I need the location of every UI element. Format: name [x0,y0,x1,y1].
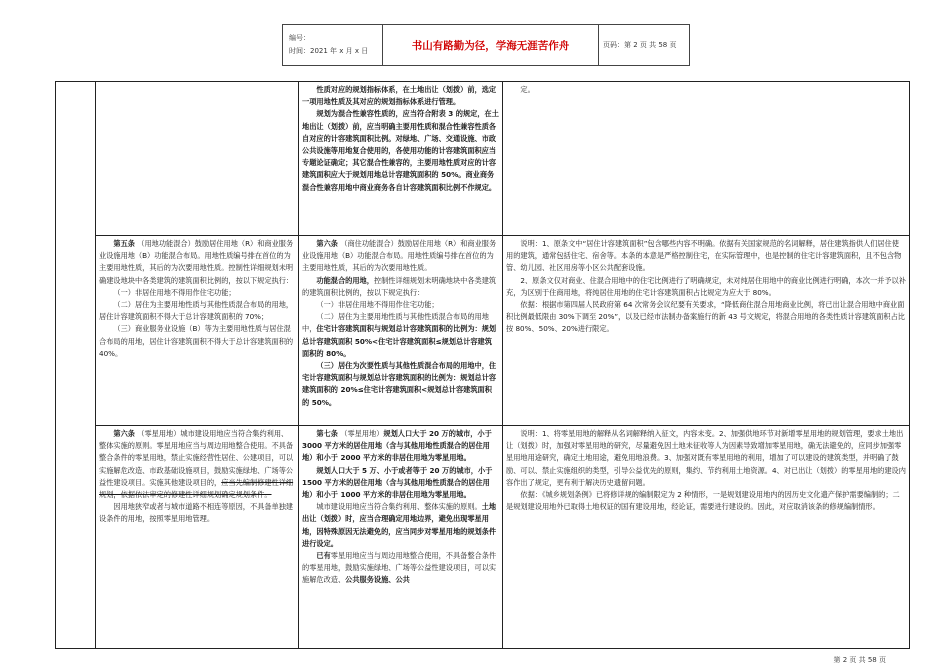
table-cell-middle [302,84,499,233]
cell-paragraph [506,238,906,275]
page-header [0,0,950,90]
article-number: 第五条 [113,239,135,248]
cell-text: （一）非居住用地不得用作住宅功能； [316,300,439,310]
cell-paragraph [302,84,499,108]
cell-text: 说明：1、将零星用地的解释从名词解释纳入征文，内容未变。2、加强供地环节对新增零星用地的规划管理，要求土地出让（划拨）时，加强对零星用地的研究，尽量避免因土地未征收等人为因素导致增加零星用地，确无法避免的，应同步加强零星用地用途研究，确定土地用途，避免用地浪费。3、加强对既有零星用地的利用，增加了可以建设的建筑类型，并明确了鼓励、可以、禁止实施组织的类型，引导公益优先的原则，集约、节约利用土地资源。4、对已出让（划拨）的零星用地的建设内容作出了规定，更有利于解决历史遗留问题。 [506,429,906,487]
cell-paragraph [506,84,906,96]
emphasis-text: 住宅计容建筑面积与规划总计容建筑面积的比例为：规划总计容建筑面积 50%<住宅计容建筑面积≤规划总计容建筑面积的 80%。 [302,324,497,358]
cell-paragraph [506,299,906,336]
cell-text: 依据：《城乡规划条例》已将修详规的编制限定为 2 种情形，一是规划建设用地内的因历史文化遗产保护需要编制的；二是规划建设用地外已取得土地权证的国有建设用地，经论证，需要进行建设的。因此，对应取消该条的修规编制情形。 [506,490,900,512]
cell-paragraph [506,428,906,489]
article-number: 第六条 [316,239,338,248]
emphasis-text: 公共服务设施、公共 [345,575,410,585]
cell-text: （二）居住为主要用地性质与其他性质混合布局的用地中， [302,312,489,334]
article-number: 第六条 [113,429,135,438]
date-label: 时间：2021 年 x 月 x 日 [289,47,369,55]
column-divider [502,82,503,648]
cell-text: （二）居住为主要用地性质与其他性质混合布局的用地，居住计容建筑面积不得大于总计容建筑面积的 70%； [99,300,294,322]
cell-text: 城市建设用地应当符合集约利用、整体实施的原则。 [316,502,482,512]
table-cell-middle [302,428,499,648]
cell-paragraph [506,275,906,299]
cell-paragraph [99,238,295,287]
cell-paragraph [302,238,499,275]
cell-text: 控制性详细规划未明确地块中各类建筑的建筑面积比例的，按以下规定执行： [302,275,497,297]
doc-number-label: 编号： [289,34,310,42]
cell-paragraph [506,489,906,513]
header-box [282,24,690,66]
cell-text: 规划人口大于 5 万、小于或者等于 20 万的城市，小于 1500 平方米的居住用地（含与其他用地性质混合的居住用地）和小于 1000 平方米的非居住用地为零星用地。 [302,465,493,500]
table-cell-left [99,238,295,423]
cell-text: 规划为混合性兼容性质的，应当符合附表 3 的规定，在土地出让（划拨）前，应当明确主要用性质和混合性兼容性质各自对应的计容建筑面积比例。对绿地、广场、交通设施、市政公共设施等用地复合使用的，各使用功能的计容建筑面积应当专题论证确定；其它混合性兼容的，主要用地性质对应的计容建筑面积应大于规划用地总计容建筑面积的 50%。商业商务混合性兼容用地中商业商务各自计容建筑面积比例不作规定。 [302,109,499,192]
emphasis-text: 规划人口大于 20 万的城市，小于 3000 平方米的居住用地（含与其他用地性质混合的居住用地）和小于 2000 平方米的非居住用地为零星用地。 [302,429,492,463]
table-cell-right [506,238,906,423]
cell-paragraph [99,299,295,323]
row-divider [95,425,909,426]
table-cell-left [99,428,295,648]
cell-text: （用地功能混合）鼓励居住用地（R）和商业服务业设施用地（B）功能混合布局。用地性质编号排在首位的为主要用地性质，其后的为次要用地性质。控制性详细规划未明确建设地块中各类建筑的建筑面积比例的，按以下规定执行： [99,239,294,285]
cell-text: 零星用地应当与周边用地整合使用，不具备整合条件的零星用地，鼓励实施绿地、广场等公益性建设项目，可以实施解危改造、 [302,551,497,585]
emphasis-text: 已有 [316,551,331,561]
column-divider [95,82,96,648]
cell-paragraph [302,550,499,587]
cell-text: 依据：根据市第四届人民政府第 64 次常务会议纪要有关要求，“降低商住混合用地商业比例，将已出让混合用地中商业面积比例最低限由 30%下调至 20%”，以及已经市法制办备案施行的新 43 号文规定，将混合用地的各类性质计容建筑面积占比按 80%、50%、20%进行限定。 [506,300,905,334]
article-number: 第七条 [316,429,338,438]
cell-paragraph [99,323,295,360]
row-divider [95,235,909,236]
cell-text: （商住功能混合）鼓励居住用地（R）和商业服务业设施用地（B）功能混合布局。用地性质编号排在首位的为主要用地性质，其后的为次要用地性质。 [302,239,497,273]
cell-text: 定。 [520,85,535,94]
table-cell-middle [302,238,499,423]
table-cell-right [506,84,906,233]
cell-text: 说明：1、原条文中“居住计容建筑面积”包含哪些内容不明确。依据有关国家规范的名词解释，居住建筑指供人们居住使用的建筑，通常包括住宅、宿舍等。本条的本意是严格控制住宅，在实际管理中，也是控制的住宅计容建筑面积，且不包含物管、幼儿园、社区用房等小区公共配套设施。 [506,239,902,273]
cell-paragraph [99,428,295,501]
cell-paragraph [302,501,499,550]
table-cell-right [506,428,906,648]
emphasis-text: 功能混合的用地， [316,275,374,285]
page-footer: 第 2 页 共 58 页 [833,656,886,664]
cell-text: 性质对应的规划指标体系，在土地出让（划拨）前，选定一项用地性质及其对应的规划指标体系进行管理。 [302,85,497,107]
cell-text: 2、原条文仅对商业、住混合用地中的住宅比例进行了明确规定，未对纯居住用地中的商业比例进行明确，本次一并予以补充，为区别于住商用地，将纯居住用地的住宅计容建筑面积占比规定为应大于 80%。 [506,275,906,297]
cell-paragraph [302,428,499,465]
header-page-info: 页码：第 2 页 共 58 页 [603,41,677,49]
header-page-cell [599,25,689,65]
header-motto-cell [383,25,599,65]
cell-text: （一）非居住用地不得用作住宅功能； [113,287,236,297]
cell-paragraph [302,311,499,360]
column-divider [298,82,299,648]
cell-paragraph [302,299,499,311]
cell-text: （三）商业服务业设施（B）等为主要用地性质与居住混合布局的用地，居住计容建筑面积不得大于总计容建筑面积的 40%。 [99,324,294,358]
header-motto: 书山有路勤为径，学海无涯苦作舟 [411,39,570,52]
cell-paragraph [99,287,295,299]
cell-text: （三）居住为次要性质与其他性质混合布局的用地中，住宅计容建筑面积与规划总计容建筑面积的比例为：规划总计容建筑面积的 20%≤住宅计容建筑面积<规划总计容建筑面积的 50%。 [302,361,497,407]
cell-paragraph [302,360,499,409]
struck-text: 应当先编制修建性详细规划，依据依法审定的修建性详细规划确定规划条件。 [99,477,294,500]
cell-paragraph [302,275,499,299]
cell-text: 因用地狭窄或者与城市道路不相连等原因，不具备单独建设条件的用地，按照零星用地管理。 [99,502,294,524]
header-meta-cell [283,25,383,65]
cell-text: （零星用地）城市建设用地应当符合集约利用、整体实施的原则。零星用地应当与周边用地整合使用。不具备整合条件的零星用地，禁止实施经营性居住、公建项目，可以实施解危改造、市政基础设施项目，鼓励实施绿地、广场等公益性建设项目。实施其他建设项目的， [99,429,294,487]
cell-paragraph [99,501,295,525]
emphasis-text: 土地出让（划拨）时，应当合理确定用地边界，避免出现零星用地，因特殊原因无法避免的，应当同步对零星用地的规划条件进行设定。 [302,502,497,548]
cell-paragraph [302,108,499,193]
cell-text: （零星用地） [337,429,384,438]
cell-paragraph [302,465,499,502]
comparison-table [55,81,910,649]
